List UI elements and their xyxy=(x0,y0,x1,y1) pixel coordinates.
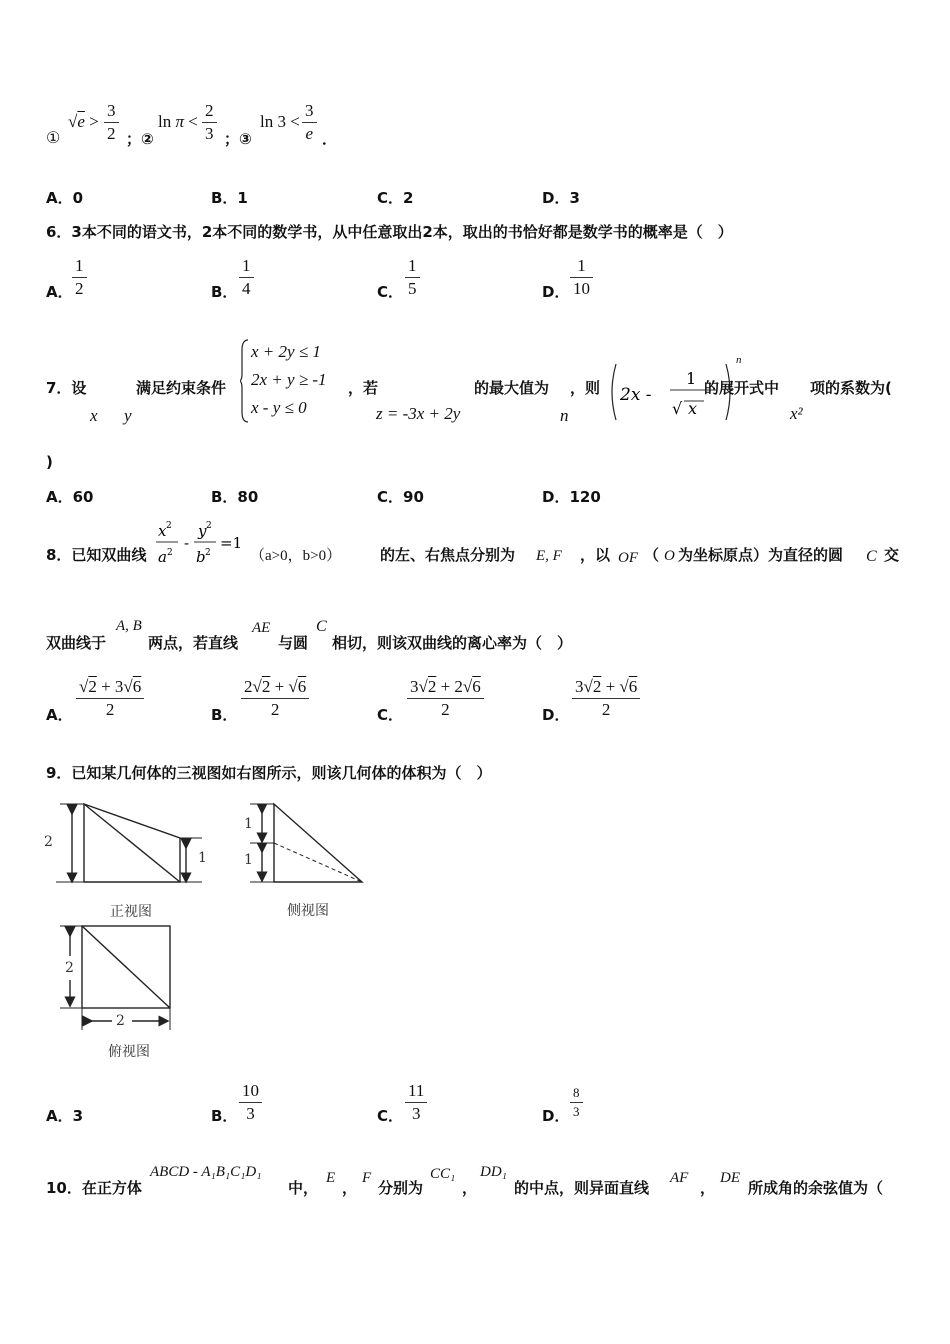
q9-top-left-dim: 2 xyxy=(65,960,74,976)
svg-text:a: a xyxy=(158,548,167,566)
q9-front-left-dim: 2 xyxy=(44,834,53,850)
svg-text:x: x xyxy=(158,522,167,540)
q9-front-view xyxy=(40,798,210,894)
svg-text:2: 2 xyxy=(206,521,212,531)
svg-text:2: 2 xyxy=(167,548,173,558)
q9-front-right-dim: 1 xyxy=(198,850,207,866)
svg-text:b: b xyxy=(196,548,206,566)
q6-stem: 6．3本不同的语文书，2本不同的数学书，从中任意取出2本，取出的书恰好都是数学书的概率是（ ） xyxy=(46,223,733,241)
q9-top-view-label: 俯视图 xyxy=(108,1044,150,1060)
q5-option-b: B．1 xyxy=(211,189,248,207)
svg-text:√: √ xyxy=(672,399,683,418)
q8-stem-line2: 双曲线于 A, B 两点，若直线 AE 与圆 C 相切，则该双曲线的离心率为（ ） xyxy=(46,618,573,652)
q8-stem-line1: 8．已知双曲线 x 2 a 2 - y 2 b 2 =1 （a>0，b>0） 的左、右焦点分别为 E, F ，以 OF （ O 为坐标原点）为直径的圆 C 交 xyxy=(46,518,906,574)
q9-front-view-label: 正视图 xyxy=(110,904,152,920)
q7-option-c: C．90 xyxy=(377,488,424,506)
q7-option-b: B．80 xyxy=(211,488,259,506)
q9-top-view xyxy=(52,920,182,1040)
q7-brace xyxy=(240,338,250,424)
svg-text:1: 1 xyxy=(686,369,697,388)
q9-side-bottom-dim: 1 xyxy=(244,852,253,868)
q9-side-top-dim: 1 xyxy=(244,816,253,832)
q6-a-frac: $\frac{1}{2}$ xyxy=(72,255,87,300)
q5-option-d: D．3 xyxy=(542,189,580,207)
q9-option-a: A．3 xyxy=(46,1107,84,1125)
q9-side-view xyxy=(236,798,366,894)
svg-text:2: 2 xyxy=(166,521,172,531)
svg-text:x: x xyxy=(688,399,698,418)
q8-equation xyxy=(154,518,249,576)
svg-text:-: - xyxy=(184,534,190,552)
q9-side-view-label: 侧视图 xyxy=(287,903,329,919)
q7-option-a: A．60 xyxy=(46,488,94,506)
svg-text:y: y xyxy=(198,522,207,540)
svg-text:2: 2 xyxy=(205,548,211,558)
q9-top-bottom-dim: 2 xyxy=(116,1013,125,1029)
q7-stem: 7．设 x y 满足约束条件 x + 2y ≤ 1 2x + y ≥ -1 x - y ≤ 0 ，若 z = -3x + 2y 的最大值为 n ，则 2x - 1 √ x n 的展开式中 x² 项的系数为( xyxy=(46,336,906,436)
svg-text:=1: =1 xyxy=(220,534,243,552)
q10-stem: 10．在正方体 ABCD - A₁B₁C₁D₁ 中， E ， F 分别为 CC₁ ， DD₁ 的中点，则异面直线 AF ， DE 所成角的余弦值为（ xyxy=(46,1164,884,1197)
q5-option-a: A．0 xyxy=(46,189,84,207)
q7-constraints: x + 2y ≤ 1 2x + y ≥ -1 x - y ≤ 0 xyxy=(251,342,327,417)
q7-option-d: D．120 xyxy=(542,488,601,506)
q5-option-c: C．2 xyxy=(377,189,414,207)
q7-closing: ) xyxy=(46,453,53,471)
svg-text:2x -: 2x - xyxy=(620,385,652,405)
q9-stem: 9．已知某几何体的三视图如右图所示，则该几何体的体积为（ ） xyxy=(46,764,492,782)
